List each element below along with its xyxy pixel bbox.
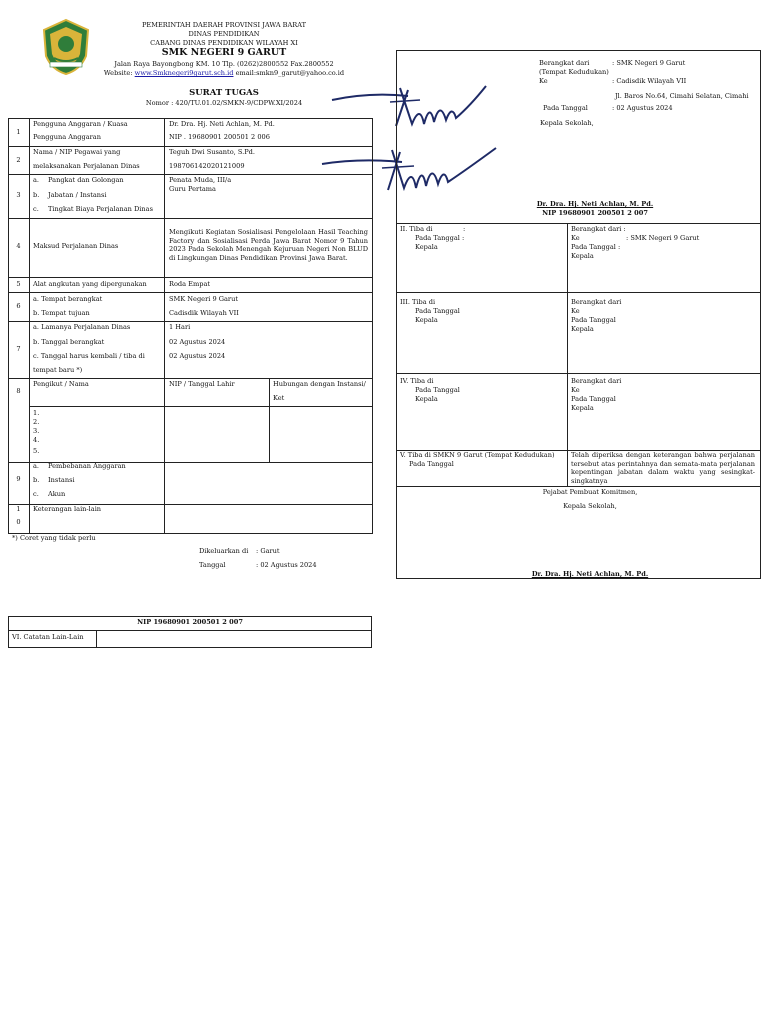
list-item: 4. <box>33 436 40 444</box>
header-agency: DINAS PENDIDIKAN <box>188 30 260 38</box>
header-branch: CABANG DINAS PENDIDIKAN WILAYAH XI <box>150 39 298 47</box>
verification-statement: Telah diperiksa dengan keterangan bahwa perjalanan tersebut atas perintahnya dan semata-mata perjalanan kepentingan jabatan dalam waktu yang sesingkat-singkatnya <box>571 451 756 485</box>
return-date: 02 Agustus 2024 <box>169 352 226 360</box>
employee-nip: 198706142020121009 <box>169 162 245 170</box>
list-item: 3. <box>33 427 40 435</box>
row-sub-mark: b. <box>33 191 40 199</box>
arrival-head-label: Kepala <box>415 243 438 251</box>
departure-date: 02 Agustus 2024 <box>169 338 226 346</box>
row-number: 4 <box>16 242 21 250</box>
row-sub-mark: c. <box>33 205 39 213</box>
depart-sub: (Tempat Kedudukan) <box>539 68 609 76</box>
issued-date-label: Tanggal <box>199 561 226 569</box>
signer-name: Dr. Dra. Hj. Neti Achlan, M. Pd. <box>536 200 654 208</box>
depart-value: : SMK Negeri 9 Garut <box>612 59 686 67</box>
to-address: Jl. Baros No.64, Cimahi Selatan, Cimahi <box>615 92 749 100</box>
email-text: email:smkn9_garut@yahoo.co.id <box>235 69 345 77</box>
date-label: Pada Tanggal <box>543 104 588 112</box>
column-header: Ket <box>273 394 285 402</box>
row-label: Maksud Perjalanan Dinas <box>33 242 119 250</box>
row-label: a. Tempat berangkat <box>33 295 103 303</box>
header-contact <box>100 69 348 78</box>
row-number: 5 <box>16 280 21 288</box>
destination-place: Cadisdik Wilayah VII <box>169 309 239 317</box>
row-label: Instansi <box>48 476 75 484</box>
depart-head-label: Kepala <box>571 404 594 412</box>
list-item: 1. <box>33 409 40 417</box>
signer-nip: NIP 19680901 200501 2 007 <box>542 209 648 217</box>
letter-number: Nomor : 420/TU.01.02/SMKN-9/CDPW.XI/2024 <box>145 99 303 107</box>
row-label: melaksanakan Perjalanan Dinas <box>33 162 140 170</box>
issued-place: : Garut <box>256 547 280 555</box>
footnote: *) Coret yang tidak perlu <box>12 534 96 542</box>
return-arrival-label: V. Tiba di SMKN 9 Garut (Tempat Kedudukan) <box>400 451 555 459</box>
depart-date-label: Pada Tanggal <box>571 316 616 324</box>
employee-name: Teguh Dwi Susanto, S.Pd. <box>169 148 256 156</box>
head-title: Kepala Sekolah, <box>540 119 594 127</box>
row-sub-mark: a. <box>33 176 40 184</box>
issued-date: : 02 Agustus 2024 <box>256 561 317 569</box>
transport-mode: Roda Empat <box>169 280 211 288</box>
row-label: Pengguna Anggaran <box>33 133 101 141</box>
row-number: 9 <box>16 475 21 483</box>
letter-title: SURAT TUGAS <box>189 88 259 98</box>
depart-date-label: Pada Tanggal : <box>571 243 621 251</box>
trip-duration: 1 Hari <box>169 323 191 331</box>
row-label: Pengikut / Nama <box>33 380 89 388</box>
row-label: b. Tanggal berangkat <box>33 338 105 346</box>
header-government: PEMERINTAH DAERAH PROVINSI JAWA BARAT <box>141 21 307 29</box>
header-address: Jalan Raya Bayongbong KM. 10 Tlp. (0262)2800552 Fax.2800552 <box>114 60 334 68</box>
signer-nip-bottom: NIP 19680901 200501 2 007 <box>137 618 243 626</box>
row-number: 7 <box>16 345 21 353</box>
depart-date-label: Pada Tanggal <box>571 395 616 403</box>
column-header: NIP / Tanggal Lahir <box>169 380 235 388</box>
employee-position: Guru Pertama <box>169 185 216 193</box>
issued-place-label: Dikeluarkan di <box>199 547 249 555</box>
trip-purpose: Mengikuti Kegiatan Sosialisasi Pengelolaan Hasil Teaching Factory dan Sosialisasi Perda Jawa Barat Nomor 9 Tahun 2023 Pada Sekolah Menengah Kejuruan Negeri Non BLUD di Lingkungan Dinas Pendidikan Provinsi Jawa Barat. <box>169 228 368 262</box>
depart-to-label: Ke <box>571 386 580 394</box>
row-number: 1 <box>16 505 21 513</box>
row-number: 3 <box>16 191 21 199</box>
row-label: tempat baru *) <box>33 366 83 374</box>
to-label: Ke <box>539 77 548 85</box>
return-date-label: Pada Tanggal <box>409 460 454 468</box>
depart-label: Berangkat dari <box>539 59 590 67</box>
to-value: : Cadisdik Wilayah VII <box>612 77 687 85</box>
column-header: Hubungan dengan Instansi/ <box>273 380 366 388</box>
date-value: : 02 Agustus 2024 <box>612 104 673 112</box>
budget-user-nip: NIP . 19680901 200501 2 006 <box>169 133 270 141</box>
row-label: Pembebanan Anggaran <box>48 462 126 470</box>
row-number: 0 <box>16 518 21 526</box>
row-label: Pengguna Anggaran / Kuasa <box>33 120 128 128</box>
official-head-title: Kepala Sekolah, <box>563 502 617 510</box>
row-label: Jabatan / Instansi <box>48 191 107 199</box>
arrival-head-label: Kepala <box>415 395 438 403</box>
row-sub-mark: b. <box>33 476 40 484</box>
depart-to-label: Ke <box>571 307 580 315</box>
list-item: 2. <box>33 418 40 426</box>
depart-to-label: Ke <box>571 234 580 242</box>
row-label: Akun <box>48 490 66 498</box>
arrival-label: III. Tiba di <box>400 298 436 306</box>
row-label: Tingkat Biaya Perjalanan Dinas <box>48 205 153 213</box>
depart-from-label: Berangkat dari : <box>571 225 626 233</box>
arrival-label: IV. Tiba di <box>400 377 434 385</box>
website-link[interactable]: www.Smknegeri9garut.sch.id <box>134 69 234 77</box>
depart-from-label: Berangkat dari <box>571 377 622 385</box>
row-label: Alat angkutan yang dipergunakan <box>33 280 147 288</box>
row-label: Nama / NIP Pegawai yang <box>33 148 121 156</box>
arrival-colon: : <box>463 225 466 233</box>
employee-rank: Penata Muda, III/a <box>169 176 232 184</box>
notes-label: VI. Catatan Lain-Lain <box>12 633 84 641</box>
header-school-name: SMK NEGERI 9 GARUT <box>161 47 287 58</box>
row-label: c. Tanggal harus kembali / tiba di <box>33 352 145 360</box>
jawa-barat-seal-logo <box>40 18 92 76</box>
row-sub-mark: c. <box>33 490 39 498</box>
row-label: a. Lamanya Perjalanan Dinas <box>33 323 131 331</box>
depart-from-label: Berangkat dari <box>571 298 622 306</box>
website-label: Website: <box>103 69 133 77</box>
list-item: 5. <box>33 447 40 455</box>
row-number: 8 <box>16 387 21 395</box>
row-label: Pangkat dan Golongan <box>48 176 124 184</box>
row-label: b. Tempat tujuan <box>33 309 90 317</box>
row-label: Keterangan lain-lain <box>33 505 102 513</box>
budget-user-name: Dr. Dra. Hj. Neti Achlan, M. Pd. <box>169 120 275 128</box>
departure-place: SMK Negeri 9 Garut <box>169 295 238 303</box>
arrival-date-label: Pada Tanggal : <box>415 234 465 242</box>
row-number: 6 <box>16 302 21 310</box>
row-number: 2 <box>16 156 21 164</box>
depart-head-label: Kepala <box>571 252 594 260</box>
official-title: Pejabat Pembuat Komitmen, <box>542 488 638 496</box>
official-name: Dr. Dra. Hj. Neti Achlan, M. Pd. <box>531 570 649 578</box>
arrival-label: II. Tiba di <box>400 225 433 233</box>
depart-head-label: Kepala <box>571 325 594 333</box>
arrival-head-label: Kepala <box>415 316 438 324</box>
row-number: 1 <box>16 128 21 136</box>
arrival-date-label: Pada Tanggal <box>415 386 460 394</box>
row-sub-mark: a. <box>33 462 40 470</box>
arrival-date-label: Pada Tanggal <box>415 307 460 315</box>
depart-to-value: : SMK Negeri 9 Garut <box>626 234 700 242</box>
